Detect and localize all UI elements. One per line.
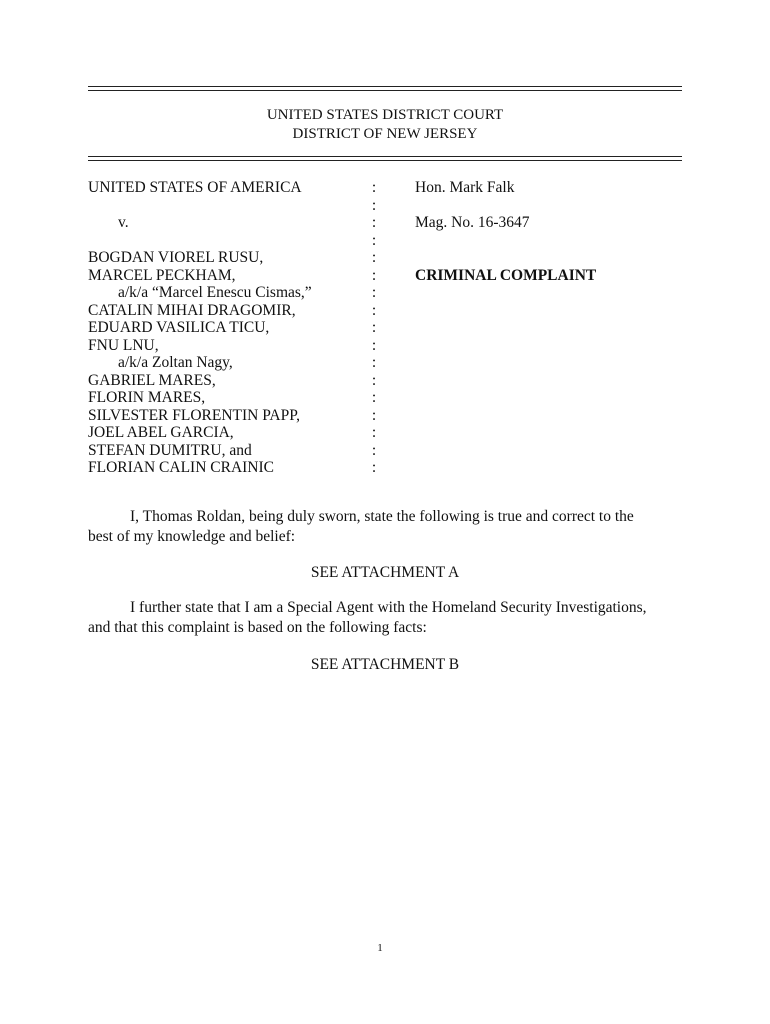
caption-colon: : <box>371 441 377 459</box>
caption-party-line: FNU LNU, <box>88 336 159 354</box>
caption-colon: : <box>371 406 377 424</box>
caption-colon: : <box>371 424 377 441</box>
caption-party-line: MARCEL PECKHAM, <box>88 266 236 284</box>
attachment-b-reference: SEE ATTACHMENT B <box>310 656 460 673</box>
caption-party-line: CATALIN MIHAI DRAGOMIR, <box>88 301 296 319</box>
caption-party-line: STEFAN DUMITRU, and <box>88 441 252 459</box>
caption-colon: : <box>371 266 377 284</box>
court-district: DISTRICT OF NEW JERSEY <box>292 126 478 142</box>
caption-party-line: a/k/a “Marcel Enescu Cismas,” <box>118 284 312 301</box>
caption-colon: : <box>371 354 377 371</box>
caption-party-line: BOGDAN VIOREL RUSU, <box>88 249 264 266</box>
caption-colon: : <box>371 336 377 354</box>
caption-parties <box>88 179 312 477</box>
caption-colon: : <box>371 301 377 319</box>
attachment-a-reference: SEE ATTACHMENT A <box>310 564 460 581</box>
caption-colon: : <box>371 179 377 196</box>
magistrate-number: Mag. No. 16-3647 <box>415 214 530 231</box>
top-double-rule <box>88 86 682 91</box>
caption-party-line: SILVESTER FLORENTIN PAPP, <box>88 406 301 424</box>
caption-party-line <box>88 232 312 250</box>
agent-statement-text: I further state that I am a Special Agent with the Homeland Security Investigations, and that this complaint is based on the following facts: <box>88 599 647 636</box>
agent-statement-paragraph <box>88 598 648 638</box>
affiant-statement-text: I, Thomas Roldan, being duly sworn, state the following is true and correct to the best of my knowledge and belief: <box>88 508 634 545</box>
caption-colon: : <box>371 389 377 406</box>
caption-party-line: v. <box>118 214 129 231</box>
caption-party-line: EDUARD VASILICA TICU, <box>88 319 270 336</box>
caption-party-line: FLORIN MARES, <box>88 389 206 406</box>
caption-colon: : <box>371 284 377 301</box>
document-title: CRIMINAL COMPLAINT <box>415 267 597 284</box>
caption-colon: : <box>371 196 377 214</box>
caption-colon: : <box>371 459 377 476</box>
caption-colon: : <box>371 371 377 389</box>
caption-party-line: GABRIEL MARES, <box>88 371 216 389</box>
caption-colon: : <box>371 249 377 266</box>
caption-party-line: UNITED STATES OF AMERICA <box>88 179 302 196</box>
page-number: 1 <box>377 942 383 954</box>
caption-double-rule <box>88 156 682 161</box>
caption-party-line: FLORIAN CALIN CRAINIC <box>88 459 274 476</box>
caption-colon: : <box>371 231 377 249</box>
caption-party-line: JOEL ABEL GARCIA, <box>88 424 234 441</box>
judge-name: Hon. Mark Falk <box>415 179 515 196</box>
caption-party-line: a/k/a Zoltan Nagy, <box>118 354 233 371</box>
affiant-statement-paragraph <box>88 507 648 547</box>
caption-colon: : <box>371 214 377 231</box>
caption-party-line <box>88 197 312 215</box>
caption-colon-column <box>369 179 379 477</box>
caption-colon: : <box>371 319 377 336</box>
court-name: UNITED STATES DISTRICT COURT <box>266 107 504 123</box>
